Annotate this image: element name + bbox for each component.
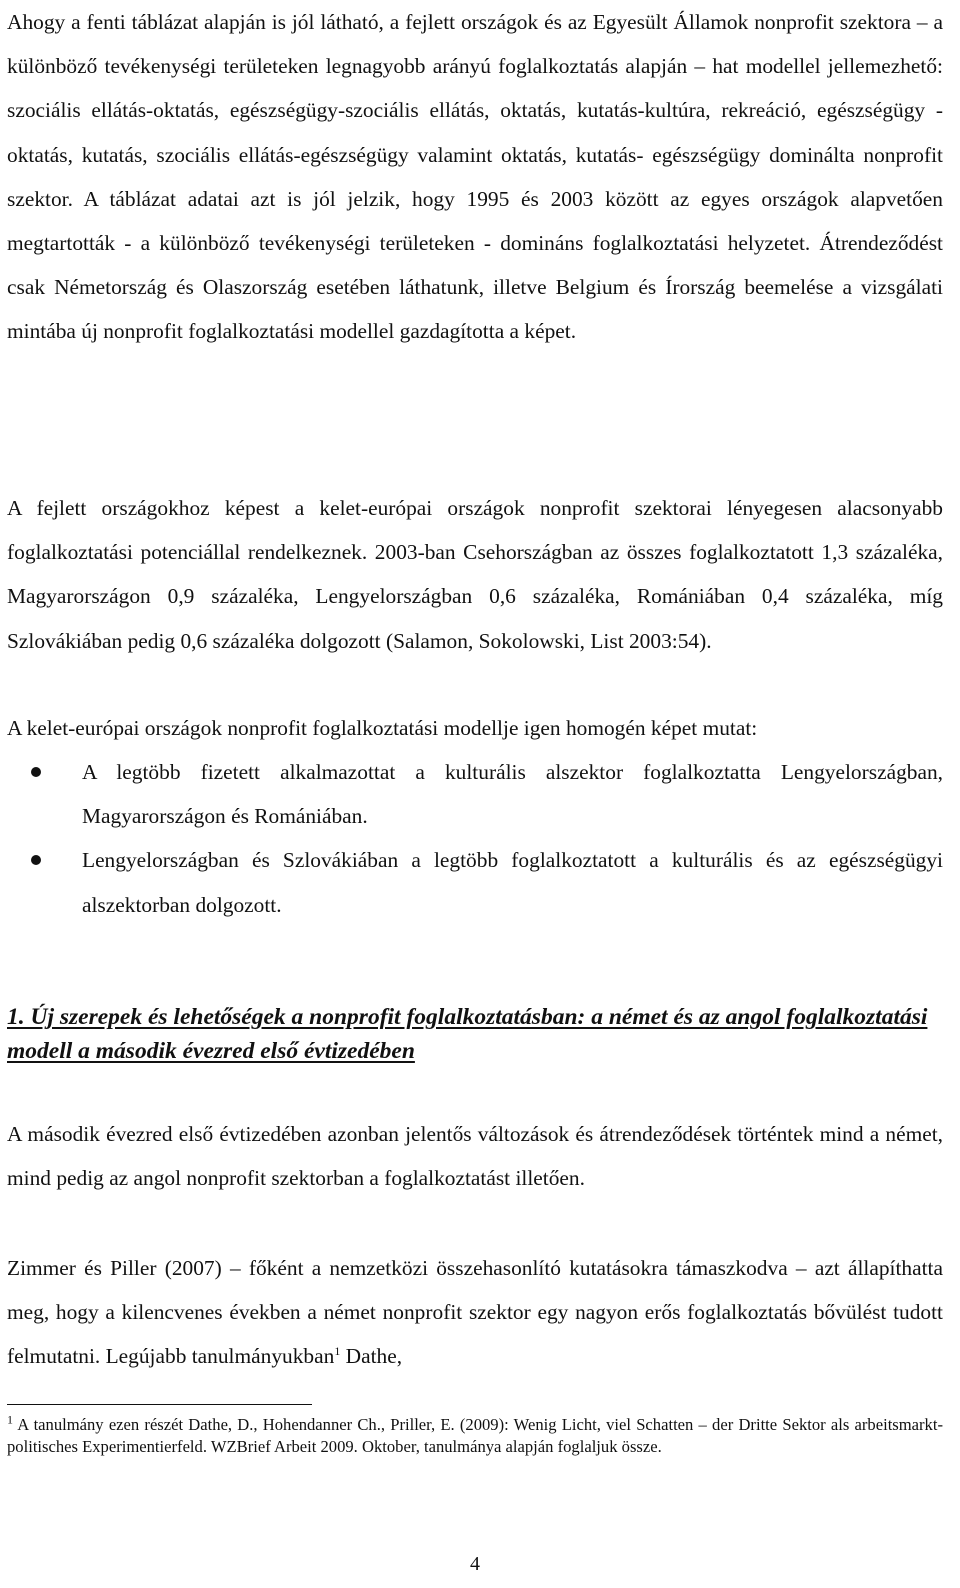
footnote (7, 1414, 943, 1457)
paragraph-changes-decade: A második évezred első évtizedében azonban jelentős változások és átrendeződések történtek mind a német, mind pedig az angol nonprofit szektorban a foglalkoztatást illetően. (7, 1122, 943, 1191)
footnote-marker: 1 (7, 1412, 13, 1427)
list-item-text: A legtöbb fizetett alkalmazottat a kulturális alszektor foglalkoztatta Lengyelországban, Magyarországon és Romániában. (82, 760, 943, 829)
footnote-reference[interactable]: 1 (334, 1344, 341, 1359)
paragraph-text-tail: Dathe, (340, 1344, 403, 1369)
bullet-list (7, 750, 943, 927)
paragraph-nonprofit-models: Ahogy a fenti táblázat alapján is jól látható, a fejlett országok és az Egyesült Államok nonprofit szektora – a különböző tevékenységi területeken legnagyobb arányú foglalkoztatás alapján – hat modellel jellemezhető: szociális ellátás-oktatás, egészségügy-szociális ellátás, oktatás, kutatás-kultúra, rekreáció, egészségügy - oktatás, kutatás, szociális ellátás-egészségügy valamint oktatás, kutatás- egészségügy dominálta nonprofit szektor. A táblázat adatai azt is jól jelzik, hogy 1995 és 2003 között az egyes országok alapvetően megtartották - a különböző tevékenységi területeken - domináns foglalkoztatási helyzetet. Átrendeződést csak Németország és Olaszország esetében láthatunk, illetve Belgium és Írország beemelése a vizsgálati mintába új nonprofit foglalkoztatási modellel gazdagította a képet. (7, 10, 943, 344)
bullet-icon (31, 767, 41, 777)
paragraph-text: Zimmer és Piller (2007) – főként a nemzetközi összehasonlító kutatásokra támaszkodva – azt állapíthatta meg, hogy a kilencvenes években a német nonprofit szektor egy nagyon erős foglalkoztatás bővülést tudott felmutatni. Legújabb tanulmányukban (7, 1256, 943, 1369)
section-heading: 1. Új szerepek és lehetőségek a nonprofit foglalkoztatásban: a német és az angol foglalkoztatási modell a második évezred első évtizedében (7, 1004, 928, 1064)
paragraph-eastern-europe-model-intro: A kelet-európai országok nonprofit foglalkoztatási modellje igen homogén képet mutat: (7, 716, 758, 740)
page-number: 4 (470, 1553, 480, 1575)
bullet-icon (31, 855, 41, 865)
footnote-text: A tanulmány ezen részét Dathe, D., Hohendanner Ch., Priller, E. (2009): Wenig Licht, viel Schatten – der Dritte Sektor als arbeitsmarkt-politisches Experimentierfeld. WZBrief Arbeit 2009. Oktober, tanulmánya alapján foglaljuk össze. (7, 1415, 943, 1456)
list-item (7, 750, 943, 838)
paragraph-zimmer-piller (7, 1246, 943, 1379)
paragraph-eastern-europe-employment: A fejlett országokhoz képest a kelet-európai országok nonprofit szektorai lényegesen alacsonyabb foglalkoztatási potenciállal rendelkeznek. 2003-ban Csehországban az összes foglalkoztatott 1,3 százaléka, Magyarországon 0,9 százaléka, Lengyelországban 0,6 százaléka, Romániában 0,4 százaléka, míg Szlovákiában pedig 0,6 százaléka dolgozott (Salamon, Sokolowski, List 2003:54). (7, 496, 943, 653)
list-item-text: Lengyelországban és Szlovákiában a legtöbb foglalkoztatott a kulturális és az egészségügyi alszektorban dolgozott. (82, 848, 943, 917)
footnote-divider (7, 1404, 312, 1405)
list-item (7, 838, 943, 926)
